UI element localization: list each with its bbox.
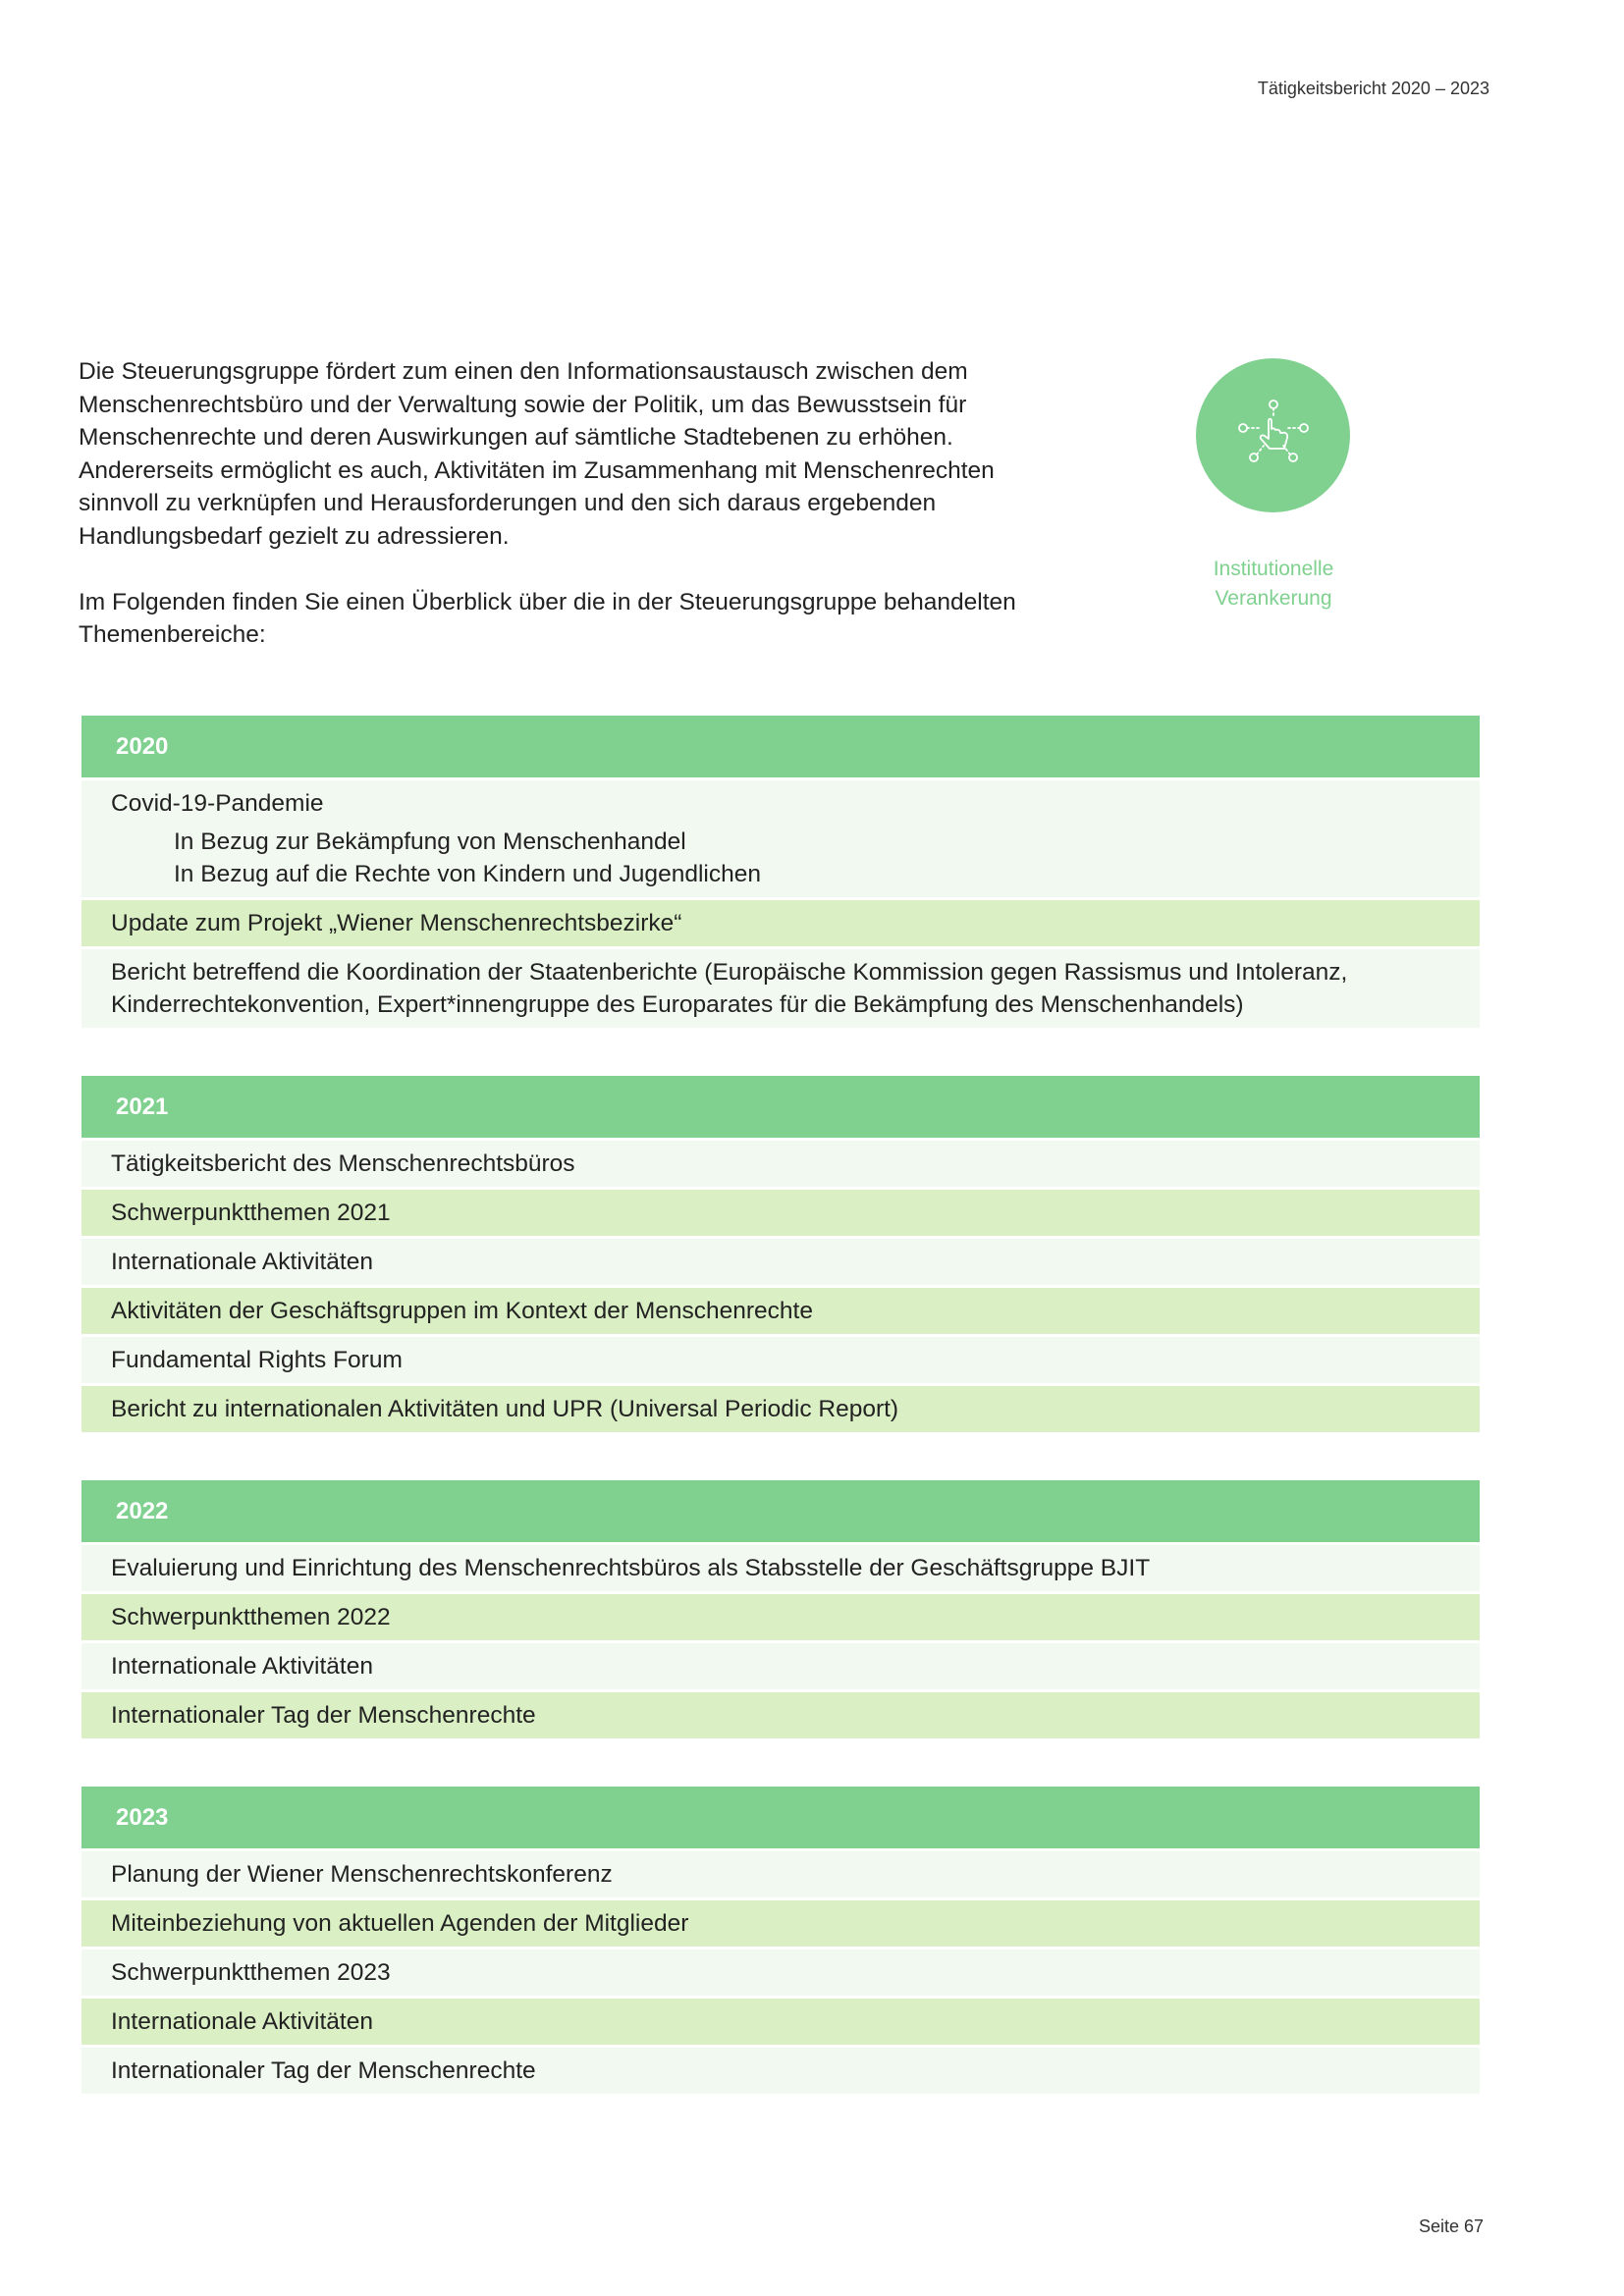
table-row: Bericht betreffend die Koordination der Staatenberichte (Europäische Kommission gegen Rassismus und Intoleranz, Kinderrechtekonvention, Expert*innengruppe des Europarates für die Bekämpfung des Menschenhandels) bbox=[81, 949, 1480, 1028]
table-row: Schwerpunktthemen 2022 bbox=[81, 1594, 1480, 1640]
table-row: Update zum Projekt „Wiener Menschenrechtsbezirke“ bbox=[81, 900, 1480, 946]
table-row: Tätigkeitsbericht des Menschenrechtsbüros bbox=[81, 1141, 1480, 1187]
network-hand-icon bbox=[1229, 392, 1318, 480]
intro-text bbox=[79, 355, 1041, 684]
year-block-2022 bbox=[81, 1480, 1480, 1738]
table-row: Internationaler Tag der Menschenrechte bbox=[81, 1692, 1480, 1738]
row-text: Covid-19-Pandemie bbox=[111, 790, 324, 817]
table-row: Internationale Aktivitäten bbox=[81, 1643, 1480, 1689]
table-row: Internationaler Tag der Menschenrechte bbox=[81, 2048, 1480, 2094]
intro-paragraph-2: Im Folgenden finden Sie einen Überblick über die in der Steuerungsgruppe behandelten Themenbereiche: bbox=[79, 588, 1016, 648]
sub-list bbox=[111, 826, 1450, 890]
year-header: 2023 bbox=[81, 1787, 1480, 1848]
table-row: Schwerpunktthemen 2021 bbox=[81, 1190, 1480, 1236]
badge-label-line-1: Institutionelle bbox=[1213, 558, 1334, 580]
table-row: Evaluierung und Einrichtung des Menschenrechtsbüros als Stabsstelle der Geschäftsgruppe BJIT bbox=[81, 1545, 1480, 1591]
page-number: Seite 67 bbox=[1418, 2216, 1484, 2236]
sub-item: In Bezug auf die Rechte von Kindern und Jugendlichen bbox=[174, 861, 761, 887]
sub-item: In Bezug zur Bekämpfung von Menschenhandel bbox=[174, 828, 686, 855]
year-block-2021 bbox=[81, 1076, 1480, 1432]
year-header: 2022 bbox=[81, 1480, 1480, 1542]
topics-tables bbox=[81, 716, 1480, 2142]
year-block-2023 bbox=[81, 1787, 1480, 2094]
table-row: Internationale Aktivitäten bbox=[81, 1239, 1480, 1285]
running-title: Tätigkeitsbericht 2020 – 2023 bbox=[1257, 79, 1489, 98]
table-row: Schwerpunktthemen 2023 bbox=[81, 1949, 1480, 1996]
table-row: Bericht zu internationalen Aktivitäten und UPR (Universal Periodic Report) bbox=[81, 1386, 1480, 1432]
table-row: Miteinbeziehung von aktuellen Agenden der Mitglieder bbox=[81, 1900, 1480, 1947]
institutional-anchoring-badge bbox=[1196, 358, 1350, 512]
year-header: 2021 bbox=[81, 1076, 1480, 1138]
table-row: Aktivitäten der Geschäftsgruppen im Kontext der Menschenrechte bbox=[81, 1288, 1480, 1334]
badge-label-line-2: Verankerung bbox=[1215, 587, 1332, 610]
badge-label bbox=[1176, 555, 1371, 614]
year-header: 2020 bbox=[81, 716, 1480, 777]
table-row: Internationale Aktivitäten bbox=[81, 1999, 1480, 2045]
table-row: Planung der Wiener Menschenrechtskonferenz bbox=[81, 1851, 1480, 1897]
table-row bbox=[81, 780, 1480, 897]
intro-paragraph-1: Die Steuerungsgruppe fördert zum einen den Informationsaustausch zwischen dem Menschenrechtsbüro und der Verwaltung sowie der Politik, um das Bewusstsein für Menschenrechte und deren Auswirkungen auf sämtliche Stadtebenen zu erhöhen. Andererseits ermöglicht es auch, Aktivitäten im Zusammenhang mit Menschenrechten sinnvoll zu verknüpfen und Herausforderungen und den sich daraus ergebenden Handlungsbedarf gezielt zu adressieren. bbox=[79, 358, 995, 550]
year-block-2020 bbox=[81, 716, 1480, 1028]
table-row: Fundamental Rights Forum bbox=[81, 1337, 1480, 1383]
